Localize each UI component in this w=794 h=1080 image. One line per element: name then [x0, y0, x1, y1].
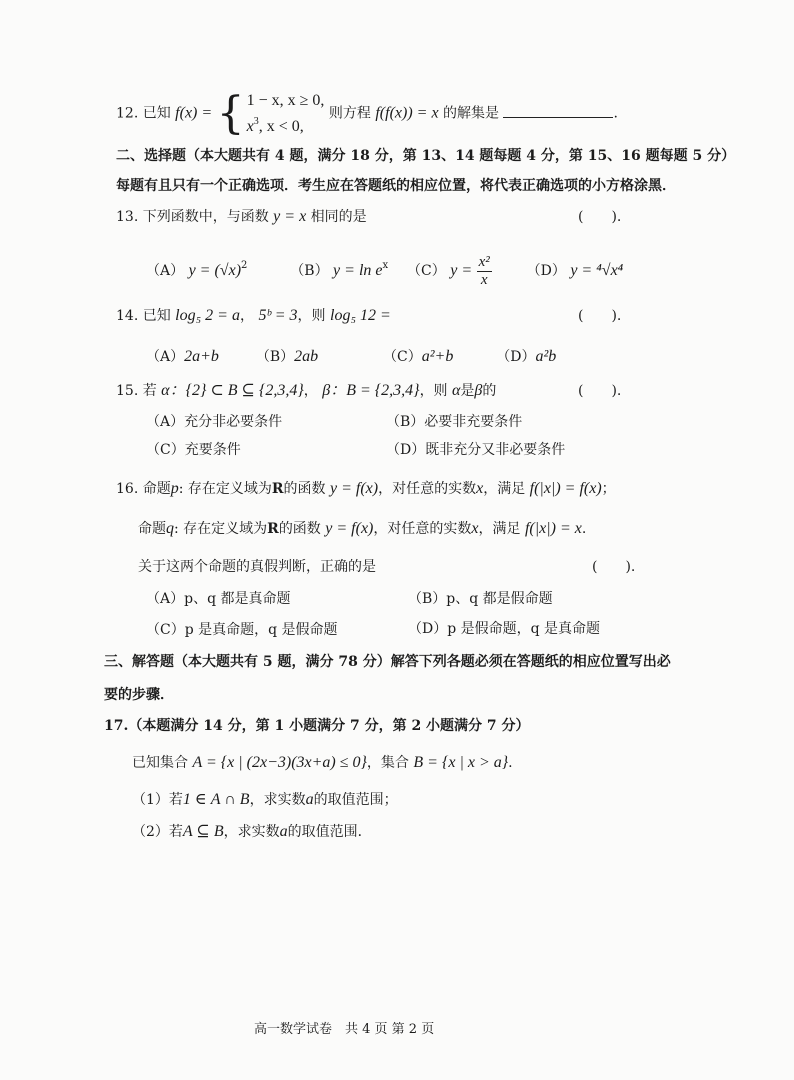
option-d: （D）: [526, 263, 566, 279]
option-b: （B）必要非充要条件: [386, 414, 523, 430]
answer-paren[interactable]: ( ).: [578, 308, 622, 324]
question-16-proposition-q: 命题q: 存在定义域为R的函数 y = f(x)，对任意的实数x，满足 f(|x|) = x.: [138, 520, 587, 537]
question-number: 12.: [116, 105, 139, 122]
section-3-header: 三、解答题（本大题共有 5 题，满分 78 分）解答下列各题必须在答题纸的相应位置写出必: [104, 654, 671, 670]
fraction: $\frac{\text{x²}}{x}$: [478, 253, 490, 288]
option-b: （B）p、q 都是假命题: [408, 591, 553, 607]
answer-paren[interactable]: ( ).: [578, 383, 622, 399]
question-13-options: （A） $y = (√x)^2$ （B） $y = \ln e^x$ （C） y = $\frac{\text{x²}}{x}$ （D） y = ⁴√x⁴: [146, 253, 624, 288]
question-16-proposition-p: 16. 命题p: 存在定义域为R的函数 y = f(x)，对任意的实数x，满足 f(|x|) = f(x)；: [116, 480, 616, 497]
page-footer: 高一数学试卷 共 4 页 第 2 页: [254, 1022, 435, 1037]
option-c: （C）: [383, 349, 422, 365]
option-a: （A）: [146, 263, 185, 279]
left-brace-icon: {: [216, 87, 245, 139]
option-a: （A）充分非必要条件: [146, 414, 283, 430]
answer-paren[interactable]: ( ).: [592, 559, 636, 575]
question-17-given: 已知集合 A = {x | (2x−3)(3x+a) ≤ 0}，集合 B = {x | x > a}.: [132, 754, 513, 771]
question-14-stem: 14. 已知 log₅ 2 = a， 5ᵇ = 3，则 log₅ 12 =: [116, 307, 391, 324]
question-15-stem: 15. 若 α：{2} ⊂ B ⊆ {2,3,4}， β：B = {2,3,4}，则 α是β的: [116, 382, 497, 399]
option-b: （B）: [255, 349, 295, 365]
question-13-stem: 13. 下列函数中，与函数 y = x 相同的是: [116, 208, 367, 225]
option-a: （A）p、q 都是真命题: [146, 591, 291, 607]
question-16-judge: 关于这两个命题的真假判断，正确的是: [138, 559, 376, 575]
option-d: （D）既非充分又非必要条件: [386, 442, 566, 458]
question-17-header: 17.（本题满分 14 分，第 1 小题满分 7 分，第 2 小题满分 7 分）: [104, 718, 530, 734]
section-2-instruction: 每题有且只有一个正确选项．考生应在答题纸的相应位置，将代表正确选项的小方格涂黑．: [116, 178, 676, 194]
question-14-options: （A）2a+b （B）2ab （C）a²+b （D）a²b: [146, 348, 557, 365]
option-c: （C）: [407, 263, 446, 279]
answer-paren[interactable]: ( ).: [578, 209, 622, 225]
section-2-header: 二、选择题（本大题共有 4 题，满分 18 分，第 13、14 题每题 4 分，第 15、16 题每题 5 分）: [116, 148, 736, 164]
answer-blank[interactable]: [503, 103, 613, 118]
option-b: （B）: [290, 263, 329, 279]
option-d: （D）: [496, 349, 536, 365]
section-3-header-cont: 要的步骤．: [104, 687, 174, 703]
option-d: （D）p 是假命题，q 是真命题: [408, 621, 601, 637]
question-12: 12. 已知 f(x) = { 1 − x, x ≥ 0, $x^3$, x < 0, 则方程 f(f(x)) = x 的解集是 .: [116, 87, 618, 139]
option-a: （A）: [146, 349, 185, 365]
option-c: （C）充要条件: [146, 442, 241, 458]
question-number: 16.: [116, 481, 139, 497]
option-c: （C）p 是真命题，q 是假命题: [146, 622, 338, 638]
question-17-part-1: （1）若1 ∈ A ∩ B，求实数a的取值范围；: [132, 791, 398, 808]
question-17-part-2: （2）若A ⊆ B，求实数a的取值范围．: [132, 823, 372, 840]
piecewise-definition: { 1 − x, x ≥ 0, $x^3$, x < 0,: [216, 87, 325, 139]
